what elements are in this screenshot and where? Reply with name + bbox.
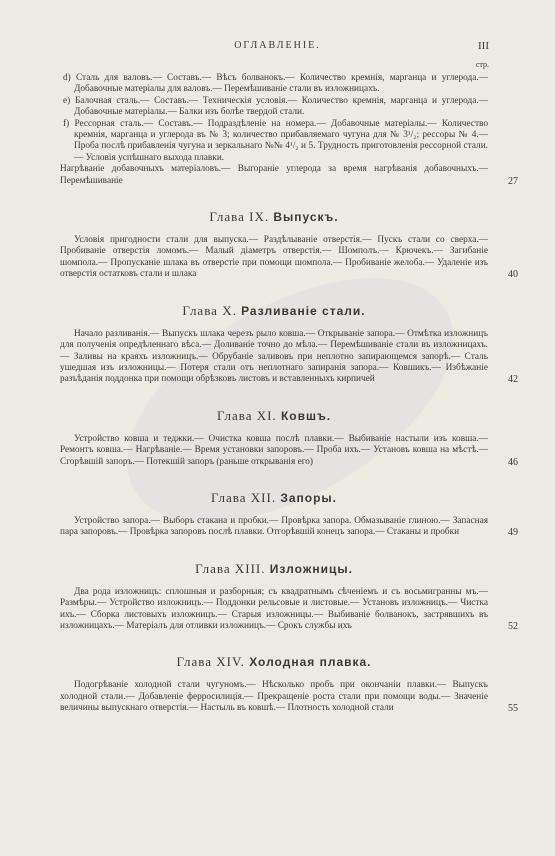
toc-entry-chapter-10 — [60, 328, 518, 386]
chapter-name: Запоры. — [280, 490, 338, 505]
page-title: ОГЛАВЛЕНІЕ. — [234, 40, 321, 51]
toc-entry-text: Условія пригодности стали для выпуска.— Раздѣлываніе отверстія.— Пускъ стали со сверха.— Пробиваніе отверстія ломомъ.— Малый діаметръ отверстія.— Шомполъ.— Крючекъ.— Загибаніе шомпола.— Пропусканіе шлака въ отверстіе при помощи шомпола.— Пробиваніе желоба.— Удаленіе изъ отверстія остатковъ стали и шлака — [60, 235, 488, 280]
chapter-name: Ковшъ. — [280, 408, 332, 423]
toc-entry-page: 42 — [508, 374, 518, 386]
chapter-heading-11 — [60, 408, 488, 424]
toc-content — [60, 73, 518, 715]
chapter-heading-10 — [60, 303, 488, 319]
toc-entry-chapter-13 — [60, 586, 518, 633]
toc-entry-page: 27 — [508, 175, 518, 187]
chapter-prefix: Глава XI. — [216, 407, 277, 423]
toc-entry-text: Устройство ковша и теджки.— Очистка ковша послѣ плавки.— Выбиваніе настыли изъ ковша.— Ремонтъ ковша.— Нагрѣваніе.— Время установки запоровъ.— Проба ихъ.— Установъ ковша на мѣстѣ.— Сгорѣвшій запоръ.— Потекшій запоръ (раньше открыванія его) — [60, 433, 488, 467]
chapter-heading-14 — [60, 654, 488, 670]
page-number: III — [478, 40, 489, 52]
toc-entry-chapter-11 — [60, 433, 518, 468]
toc-entry-page: 49 — [508, 527, 518, 539]
toc-entry-page: 40 — [508, 269, 518, 281]
toc-subitem-f: f) Рессорная сталь.— Составъ.— Подраздѣленіе на номера.— Добавочные матеріалы.— Количество кремнія, марганца и углерода въ № 3; количество прибавляемаго чугуна для № 3¹/₂; рессоры № 4.— Проба послѣ прибавленія чугуна и зеркальнаго №№ 4¹/₂ и 5. Трудность приготовленія рессорной стали.— Условія успѣшнаго выхода плавки. — [63, 118, 488, 163]
chapter-prefix: Глава IX. — [209, 209, 270, 225]
toc-entry-page: 55 — [508, 703, 518, 715]
toc-entry-page: 52 — [508, 620, 518, 632]
chapter-heading-9 — [60, 209, 488, 225]
chapter-prefix: Глава XIV. — [176, 654, 245, 670]
toc-entry-page: 46 — [508, 456, 518, 468]
toc-entry-text: Нагрѣваніе добавочныхъ матеріаловъ.— Выгораніе углерода за время нагрѣванія добавочныхъ.— Перемѣшиваніе — [60, 164, 488, 186]
toc-subitem-d: d) Сталь для валовъ.— Составъ.— Вѣсъ болванокъ.— Количество кремнія, марганца и углерода.— Добавочные матеріалы для валовъ.— Перемѣшиваніе стали въ изложницахъ. — [63, 73, 488, 95]
chapter-name: Разливаніе стали. — [241, 303, 366, 318]
toc-entry-text: Устройство запора.— Выборъ стакана и пробки.— Провѣрка запора. Обмазываніе глиною.— Запасная пара запоровъ.— Провѣрка запоровъ послѣ плавки. Отгорѣвшій конецъ запора.— Стаканы и пробки — [60, 515, 488, 538]
toc-entry-chapter-9 — [60, 235, 518, 281]
toc-entry-chapter-14 — [60, 680, 518, 715]
toc-subitem-e: e) Балочная сталь.— Составъ.— Техническія условія.— Количество кремнія, марганца и углерода.— Добавочные матеріалы.— Балки изъ болѣе твердой стали. — [63, 95, 488, 118]
chapter-name: Изложницы. — [269, 561, 353, 576]
page-header — [0, 40, 555, 56]
page-column-label: стр. — [475, 60, 489, 69]
chapter-heading-13 — [60, 561, 488, 577]
toc-entry-top — [60, 164, 518, 187]
chapter-prefix: Глава X. — [182, 302, 237, 318]
toc-entry-text: Подогрѣваніе холодной стали чугуномъ.— Нѣсколько пробъ при окончаніи плавки.— Выпускъ холодной стали.— Добавленіе ферросилиція.— Прекращеніе роста стали при помощи воды.— Значеніе величины выпускнаго отверстія.— Настыль въ ковшѣ.— Плотность холодной стали — [60, 680, 488, 714]
toc-entry-text: Два рода изложницъ: сплошныя и разборныя; съ квадратнымъ сѣченіемъ и съ восьмигранны мъ.— Размѣры.— Устройство изложницъ.— Поддонки рельсовые и листовые.— Установъ изложницъ.— Чистка ихъ.— Сборка листовыхъ изложницъ.— Старыя изложницы.— Выбиваніе болванокъ, застрявшихъ въ изложницахъ.— Матеріалъ для отливки изложницъ.— Срокъ службы ихъ — [60, 586, 488, 631]
chapter-name: Выпускъ. — [273, 210, 339, 225]
chapter-heading-12 — [60, 490, 488, 506]
chapter-name: Холодная плавка. — [249, 655, 372, 670]
chapter-prefix: Глава XII. — [210, 489, 277, 505]
toc-entry-text: Начало разливанія.— Выпускъ шлака черезъ рыло ковша.— Открываніе запора.— Отмѣтка изложницъ для полученія опредѣленнаго вѣса.— Доливаніе точно до мѣла.— Перемѣшиваніе стали въ изложницахъ.— Заливы на краяхъ изложницъ.— Обрубаніе заливовъ при неплотно запирающемся запорѣ.— Сталь ушедшая изъ изложницы.— Потеря стали отъ неплотнаго запиранія запора.— Ковшикъ.— Избѣжаніе разъѣданія поддонка при помощи обрѣзковъ листовъ и вставленныхъ кирпичей — [60, 328, 488, 385]
toc-entry-chapter-12 — [60, 515, 518, 539]
chapter-prefix: Глава XIII. — [195, 560, 266, 576]
